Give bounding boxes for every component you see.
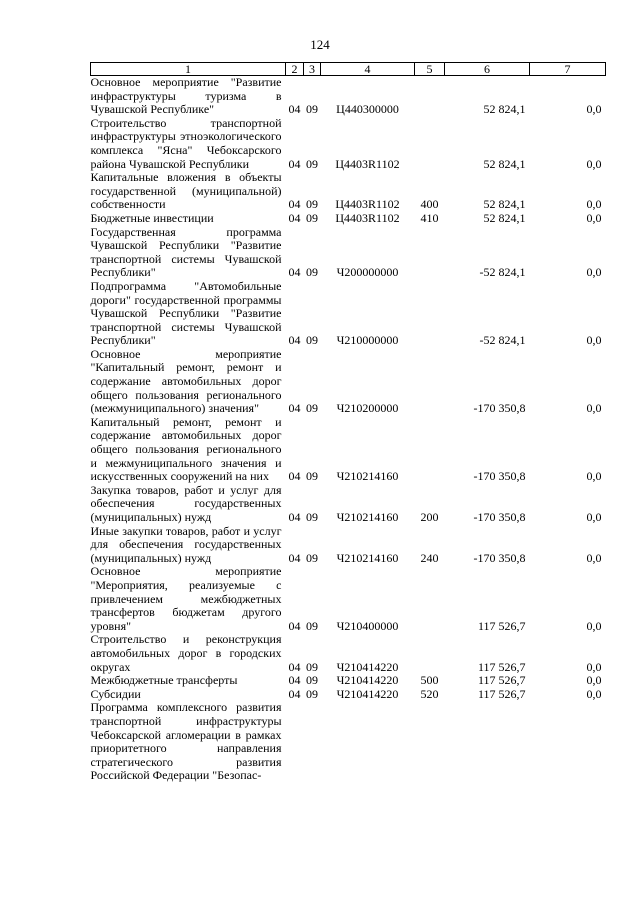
target-article-cell: Ч210000000: [336, 333, 399, 348]
expense-type-cell: 410: [420, 210, 439, 225]
amount-cell: 117 526,7: [477, 673, 526, 688]
amount-second-cell: 0,0: [586, 686, 602, 701]
expense-type-cell: [415, 226, 445, 280]
section-code-cell: 04: [288, 210, 301, 225]
subsection-code-cell: 09: [306, 156, 318, 171]
expense-type-cell: 500: [420, 673, 439, 688]
row-name-cell: Основное мероприятие "Капитальный ремонт, ремонт и содержание автомобильных дорог общего пользования регионального (межмуниципального) значения": [90, 346, 282, 416]
section-code-cell: 04: [288, 469, 301, 484]
amount-second-cell: 0,0: [586, 673, 602, 688]
expense-type-cell: [415, 280, 445, 348]
table-row: [91, 484, 606, 525]
subsection-code-cell: 09: [306, 265, 318, 280]
subsection-code-cell: 09: [306, 550, 318, 565]
row-name-cell: Строительство транспортной инфраструктуры этноэкологического комплекса "Ясна" Чебоксарского района Чувашской Республики: [90, 115, 282, 171]
amount-second-cell: 0,0: [586, 210, 602, 225]
target-article-cell: Ч210414220: [336, 673, 399, 688]
subsection-code-cell: 09: [306, 210, 318, 225]
page-number: 124: [310, 37, 330, 52]
amount-cell: 117 526,7: [477, 686, 526, 701]
expense-type-cell: [415, 416, 445, 484]
subsection-code-cell: 09: [306, 197, 318, 212]
subsection-code-cell: [304, 701, 321, 783]
target-article-cell: Ц440300000: [336, 102, 399, 117]
table-row: [91, 280, 606, 348]
row-name-cell: Программа комплексного развития транспортной инфраструктуры Чебоксарской агломерации в рамках приоритетного направления стратегического развития Российской Федерации "Безопас-: [90, 700, 282, 783]
target-article-cell: Ч210414220: [336, 686, 399, 701]
expense-type-cell: [415, 348, 445, 416]
subsection-code-cell: 09: [306, 659, 318, 674]
amount-cell: 117 526,7: [477, 618, 526, 633]
amount-cell: 52 824,1: [483, 197, 526, 212]
row-name-cell: Капитальные вложения в объекты государственной (муниципальной) собственности: [90, 170, 282, 212]
amount-cell: -170 350,8: [473, 401, 526, 416]
target-article-cell: [321, 701, 415, 783]
amount-cell: 52 824,1: [483, 156, 526, 171]
subsection-code-cell: 09: [306, 469, 318, 484]
expense-type-cell: 240: [420, 550, 439, 565]
row-name-cell: Основное мероприятие "Мероприятия, реализуемые с привлечением межбюджетных трансфертов бюджетам другого уровня": [90, 564, 282, 633]
amount-second-cell: 0,0: [586, 333, 602, 348]
target-article-cell: Ц4403R1102: [335, 210, 400, 225]
amount-second-cell: 0,0: [586, 102, 602, 117]
target-article-cell: Ц4403R1102: [335, 156, 400, 171]
amount-second-cell: 0,0: [586, 156, 602, 171]
expense-type-cell: 200: [420, 510, 439, 524]
target-article-cell: Ц4403R1102: [335, 197, 400, 212]
amount-second-cell: 0,0: [586, 618, 602, 633]
row-name-cell: Субсидии: [90, 686, 141, 701]
row-name-cell: Закупка товаров, работ и услуг для обеспечения государственных (муниципальных) нужд: [90, 482, 282, 524]
header-cell-3: 3: [304, 63, 321, 76]
table-row: [91, 212, 606, 226]
table-row: [91, 171, 606, 212]
header-cell-4: 4: [321, 63, 415, 76]
expense-type-cell: [415, 76, 445, 117]
table-row: [91, 348, 606, 416]
section-code-cell: 04: [288, 659, 301, 674]
expense-type-cell: [415, 565, 445, 633]
amount-second-cell: 0,0: [586, 197, 602, 212]
expense-type-cell: 400: [420, 197, 439, 212]
section-code-cell: 04: [288, 333, 301, 348]
section-code-cell: 04: [288, 510, 301, 524]
section-code-cell: 04: [288, 197, 301, 212]
section-code-cell: 04: [288, 673, 301, 688]
amount-cell: 52 824,1: [483, 102, 526, 117]
amount-cell: -170 350,8: [473, 550, 526, 565]
section-code-cell: 04: [288, 550, 301, 565]
amount-cell: -52 824,1: [479, 333, 526, 348]
subsection-code-cell: 09: [306, 510, 318, 524]
row-name-cell: Капитальный ремонт, ремонт и содержание автомобильных дорог общего пользования регионального и межмуниципального значения и искусственных сооружений на них: [90, 414, 282, 484]
expense-type-cell: [415, 633, 445, 674]
section-code-cell: 04: [288, 618, 301, 633]
expense-type-cell: [415, 701, 445, 783]
row-name-cell: Бюджетные инвестиции: [90, 210, 214, 225]
table-row: [91, 701, 606, 783]
header-cell-5: 5: [415, 63, 445, 76]
amount-cell: -170 350,8: [473, 469, 526, 484]
table-row: [91, 565, 606, 633]
table-row: [91, 633, 606, 674]
expense-type-cell: 520: [420, 686, 439, 701]
row-name-cell: Межбюджетные трансферты: [90, 673, 238, 688]
target-article-cell: Ч200000000: [336, 265, 399, 280]
amount-second-cell: 0,0: [586, 550, 602, 565]
table-row: [91, 688, 606, 702]
subsection-code-cell: 09: [306, 686, 318, 701]
amount-second-cell: 0,0: [586, 659, 602, 674]
header-row: [91, 63, 606, 76]
subsection-code-cell: 09: [306, 102, 318, 117]
target-article-cell: Ч210214160: [336, 469, 399, 484]
table-row: [91, 525, 606, 566]
subsection-code-cell: 09: [306, 673, 318, 688]
header-cell-7: 7: [530, 63, 606, 76]
row-name-cell: Основное мероприятие "Развитие инфраструктуры туризма в Чувашской Республике": [90, 75, 282, 117]
section-code-cell: 04: [288, 102, 301, 117]
amount-cell: 117 526,7: [477, 659, 526, 674]
amount-cell: 52 824,1: [483, 210, 526, 225]
budget-table: [90, 62, 606, 783]
amount-second-cell: [530, 701, 606, 783]
amount-cell: [445, 701, 530, 783]
subsection-code-cell: 09: [306, 333, 318, 348]
subsection-code-cell: 09: [306, 401, 318, 416]
section-code-cell: 04: [288, 156, 301, 171]
table-row: [91, 674, 606, 688]
amount-cell: -170 350,8: [473, 510, 526, 524]
table-row: [91, 416, 606, 484]
expense-type-cell: [415, 117, 445, 171]
target-article-cell: Ч210214160: [336, 550, 399, 565]
section-code-cell: 04: [288, 686, 301, 701]
amount-second-cell: 0,0: [586, 469, 602, 484]
row-name-cell: Иные закупки товаров, работ и услуг для обеспечения государственных (муниципальных) нужд: [90, 523, 282, 565]
subsection-code-cell: 09: [306, 618, 318, 633]
table-row: [91, 226, 606, 280]
table-row: [91, 76, 606, 117]
section-code-cell: 04: [288, 265, 301, 280]
amount-second-cell: 0,0: [586, 510, 602, 524]
header-cell-2: 2: [286, 63, 304, 76]
table-row: [91, 117, 606, 171]
row-name-cell: Государственная программа Чувашской Республики "Развитие транспортной системы Чувашской Республики": [90, 224, 282, 280]
section-code-cell: 04: [288, 401, 301, 416]
header-cell-1: 1: [91, 63, 286, 76]
target-article-cell: Ч210414220: [336, 659, 399, 674]
amount-cell: -52 824,1: [479, 265, 526, 280]
row-name-cell: Строительство и реконструкция автомобильных дорог в городских округах: [90, 632, 282, 674]
header-cell-6: 6: [445, 63, 530, 76]
target-article-cell: Ч210214160: [336, 510, 399, 524]
section-code-cell: [286, 701, 304, 783]
target-article-cell: Ч210200000: [336, 401, 399, 416]
row-name-cell: Подпрограмма "Автомобильные дороги" государственной программы Чувашской Республики "Развитие транспортной системы Чувашской Республики": [90, 278, 282, 348]
target-article-cell: Ч210400000: [336, 618, 399, 633]
amount-second-cell: 0,0: [586, 401, 602, 416]
amount-second-cell: 0,0: [586, 265, 602, 280]
